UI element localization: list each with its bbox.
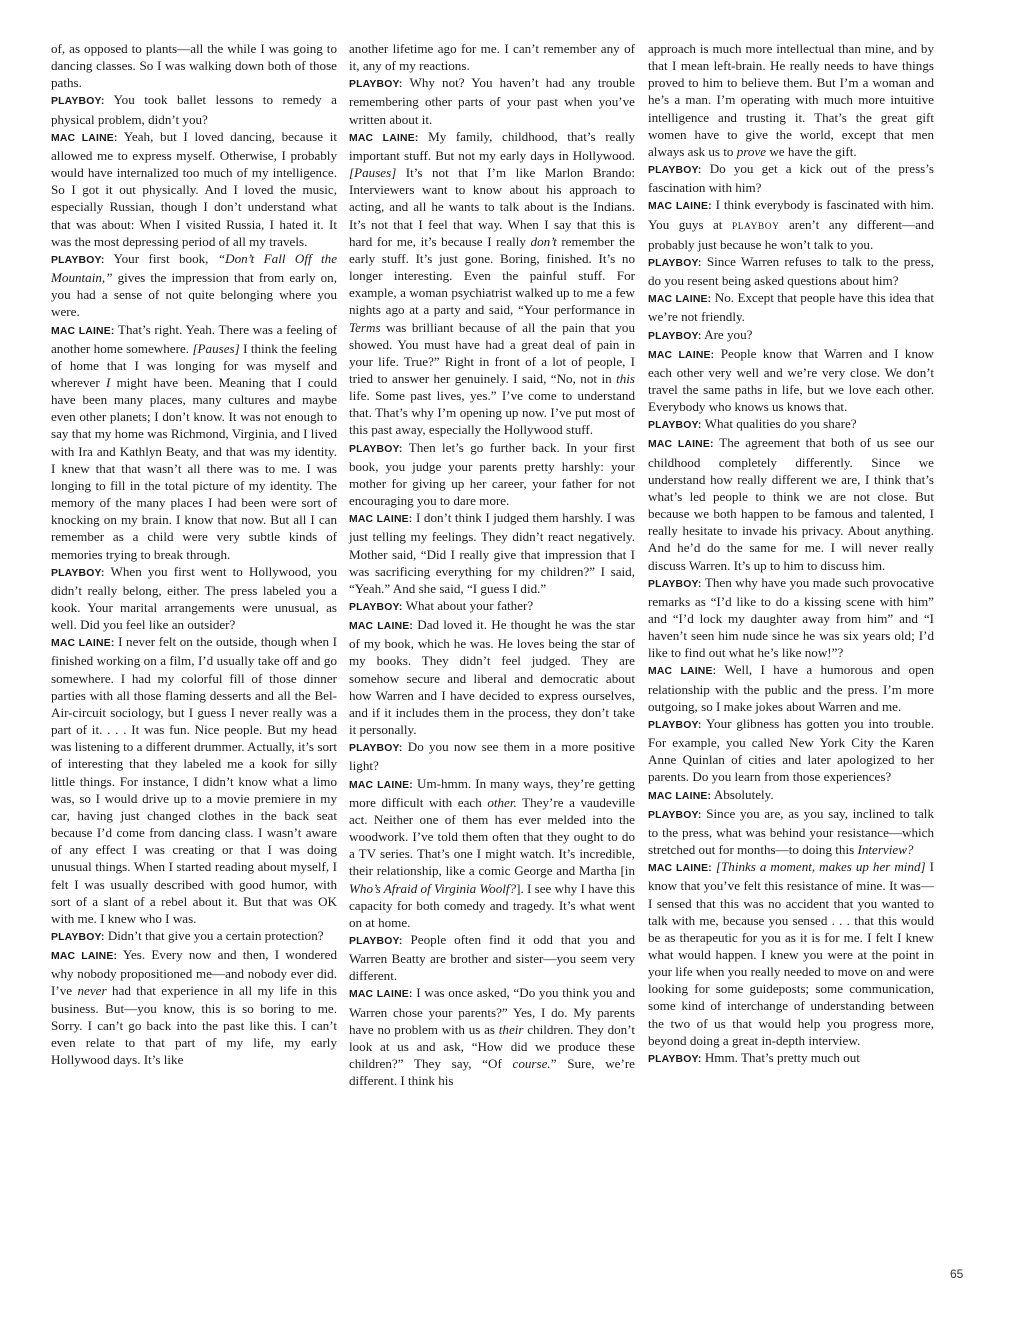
speaker-label: PLAYBOY: (648, 165, 702, 177)
body-text: When you first went to Hollywood, you didn’t really belong, either. The press labeled you a kook. Your marital arrangements were unusual, as well. Did you feel like an outsider? (51, 563, 337, 633)
speaker-label: PLAYBOY: (648, 1053, 702, 1065)
body-text: I know that you’ve felt this resistance of mine. It was—I sensed that this was no accident that you wanted to talk with me, because you sensed . . . that this would be as therapeutic for you as it is for me. I felt I knew what would happen. I knew you were at the point in your life when you really needed to move on and were looking for some guideposts; some communication, some kind of interchange of understanding between the two of us that would help you progress more, beyond doing a great in-depth interview. (648, 859, 934, 1048)
body-text: might have been. Meaning that I could have been many places, many cultures and maybe even other planets; I don’t know. It was not enough to say that my home was Richmond, Virginia, and I lived with Ira and Kathlyn Beaty, and that was my identity. I knew that that wasn’t all there was to me. I was longing to fill in the total picture of my identity. The memory of the many places I had been were sort of knocking on my brain. I know that now. But all I can remember as a child were very subtle kinds of memories trying to break through. (51, 374, 337, 562)
body-text: Didn’t that give you a certain protection? (104, 927, 324, 943)
speaker-label: MAC LAINE: (349, 621, 414, 633)
speaker-label: MAC LAINE: (648, 790, 712, 802)
italic-text: Who’s Afraid of Virginia Woolf? (349, 880, 517, 896)
body-text: Why not? You haven’t had any trouble remembering other parts of your past when you’ve written about it. (349, 75, 635, 127)
interview-paragraph (349, 439, 635, 510)
interview-paragraph (648, 661, 934, 714)
body-text: another lifetime ago for me. I can’t remember any of it, any of my reactions. (349, 41, 635, 74)
speaker-label: MAC LAINE: (349, 989, 413, 1001)
interview-paragraph (648, 574, 934, 662)
body-text: gives the impression that from early on, you had a sense of not quite belonging where you were. (51, 270, 337, 320)
speaker-label: MAC LAINE: (648, 349, 715, 361)
interview-paragraph (349, 74, 635, 127)
italic-text: don’t (530, 233, 557, 249)
speaker-label: PLAYBOY: (648, 420, 702, 432)
speaker-label: MAC LAINE: (51, 132, 118, 144)
body-text: People know that Warren and I know each other very well and we’re very close. We don’t travel the same paths in life, but we love each other. Everybody who knows us knows that. (648, 345, 935, 415)
body-text: had that experience in all my life in this business. But—you know, this is so boring to me. Sorry. I can’t go back into the past like this. I can’t even relate to that part of my life, my early Hollywood days. It’s like (51, 983, 337, 1068)
speaker-label: PLAYBOY: (648, 578, 702, 590)
body-text: ]. I see why I have this capacity for both comedy and tragedy. It’s what went on at home. (349, 880, 635, 930)
speaker-label: MAC LAINE: (648, 439, 714, 451)
speaker-label: PLAYBOY: (349, 743, 403, 755)
body-text: Well, I have a humorous and open relationship with the public and the press. I’m more outgoing, so I make jokes about Warren and me. (648, 662, 934, 714)
interview-paragraph (648, 253, 934, 289)
body-text: People often find it odd that you and Warren Beatty are brother and sister—you seem very different. (349, 931, 635, 984)
speaker-label: PLAYBOY: (648, 809, 702, 821)
body-text: Do you now see them in a more positive light? (349, 739, 635, 774)
body-text: I was once asked, “Do you think you and Warren chose your parents?” Yes, I do. My parents have no problem with us as (349, 985, 635, 1037)
body-text: was brilliant because of all the pain that you showed. You must have had a great deal of pain in your life. True?” Right in front of a lot of people, I tried to answer her genuinely. I said, “No, not in (349, 319, 635, 386)
speaker-label: MAC LAINE: (648, 666, 717, 678)
body-text: You took ballet lessons to remedy a physical problem, didn’t you? (51, 92, 337, 127)
speaker-label: MAC LAINE: (648, 294, 712, 306)
italic-text: never (77, 983, 107, 999)
body-text: remember the early stuff. It’s just gone. Boring, finished. It’s no longer interesting. Even the painful stuff. For example, a woman psychiatrist walked up to me a few nights ago at a party and said, “Your performance in (349, 233, 635, 318)
body-text: Since you are, as you say, inclined to talk to the press, what was behind your resistance—which stretched out for months—to doing this (648, 805, 934, 858)
body-text: Yes. Every now and then, I wondered why nobody propositioned me—and nobody ever did. I’ve (51, 947, 337, 999)
body-text: ” Sure, we’re different. I think his (349, 1056, 635, 1089)
interview-paragraph (648, 858, 934, 1049)
italic-text: prove (736, 143, 767, 159)
body-text: They’re a vaudeville act. Neither one of them has ever melded into the woodwork. I’ve told them often that they ought to do a TV series. That’s one I might watch. It’s incredible, their relationship, like a comic George and Martha [in (349, 794, 636, 879)
speaker-label: MAC LAINE: (349, 132, 419, 144)
italic-text: this (616, 370, 635, 386)
body-text: I think the feeling of home that I was longing for was myself and wherever (51, 340, 337, 390)
interview-paragraph (51, 321, 337, 563)
interview-paragraph (349, 597, 635, 616)
speaker-label: PLAYBOY: (51, 567, 105, 579)
speaker-label: PLAYBOY: (349, 79, 403, 91)
body-text: PLAYBOY (731, 221, 780, 232)
body-text: No. Except that people have this idea that we’re not friendly. (648, 290, 934, 325)
speaker-label: MAC LAINE: (648, 201, 712, 213)
interview-paragraph (51, 91, 337, 127)
interview-paragraph (648, 196, 934, 252)
body-text: Then why have you made such provocative remarks as “I’d like to do a kissing scene with him” and “I’d lock my daughter away from him” and “I haven’t seen him nude since he was six years old; I’d like to find out what he’s like now!”? (648, 574, 934, 661)
italic-text: Interview? (857, 842, 914, 858)
text-column-3 (648, 40, 934, 1068)
speaker-label: MAC LAINE: (51, 951, 118, 963)
interview-paragraph (349, 984, 635, 1089)
text-column-1 (51, 40, 337, 1068)
interview-paragraph (648, 1049, 934, 1068)
italic-text: other. (487, 794, 517, 810)
body-text: of, as opposed to plants—all the while I was going to dancing classes. So I was walking down both of those paths. (51, 41, 337, 91)
italic-text: I (105, 374, 111, 390)
italic-text: their (498, 1021, 524, 1037)
interview-paragraph (51, 633, 337, 927)
body-text: Then let’s go further back. In your first book, you judge your parents pretty harshly: your mother for giving up her career, your father for not encouraging you to dare more. (349, 439, 635, 509)
body-text: we have the gift. (766, 143, 857, 159)
text-column-2 (349, 40, 635, 1089)
interview-paragraph (349, 931, 635, 984)
interview-paragraph (648, 326, 934, 345)
interview-paragraph (51, 40, 337, 91)
interview-paragraph (648, 715, 934, 786)
interview-paragraph (349, 509, 635, 597)
interview-paragraph (51, 927, 337, 946)
interview-paragraph (648, 786, 934, 805)
speaker-label: MAC LAINE: (349, 514, 413, 526)
body-text: It’s not that I’m like Marlon Brando: Interviewers want to know about his approach to acting, and all he wants to talk about is the Indians. It’s not that I feel that way. When I say that this is hard for me, it’s because I really (349, 165, 635, 249)
interview-paragraph (349, 40, 635, 74)
body-text: aren’t any different—and probably just because he won’t talk to you. (648, 216, 935, 252)
italic-text: [Pauses] (192, 340, 240, 356)
body-text: Are you? (701, 326, 753, 342)
body-text: What qualities do you share? (701, 416, 857, 432)
speaker-label: PLAYBOY: (648, 719, 702, 731)
interview-paragraph (648, 289, 934, 325)
body-text: life. Some past lives, yes.” I’ve come to understand that. That’s why I’m opening up now. I’ve put most of this past away, especially the Hollywood stuff. (349, 388, 635, 438)
body-text: My family, childhood, that’s really important stuff. But not my early days in Hollywood. (349, 128, 635, 163)
interview-paragraph (648, 434, 934, 573)
interview-paragraph (349, 128, 635, 439)
italic-text: course. (512, 1056, 551, 1072)
body-text: I think everybody is fascinated with him. You guys at (648, 197, 934, 232)
speaker-label: PLAYBOY: (349, 935, 403, 947)
italic-text: Terms (349, 319, 381, 335)
body-text: Since Warren refuses to talk to the press, do you resent being asked questions about him? (648, 253, 934, 289)
interview-paragraph (648, 345, 934, 416)
body-text: Do you get a kick out of the press’s fascination with him? (648, 161, 934, 196)
speaker-label: MAC LAINE: (51, 325, 115, 337)
body-text: approach is much more intellectual than mine, and by that I mean left-brain. He really needs to have things proved to him to believe them. But I’m a woman and he’s a man. I’m operating with much more intuitive intelligence and trusting it. That’s the great gift women have to give the world, except that men always ask us to (648, 41, 934, 159)
interview-paragraph (648, 40, 934, 160)
body-text: I don’t think I judged them harshly. I was just telling my feelings. They didn’t react negatively. Mother said, “Did I really give that impression that I was sacrificing everything for my children?” I said, “Yeah.” And she said, “I guess I did.” (349, 510, 635, 596)
interview-paragraph (648, 160, 934, 196)
body-text: The agreement that both of us see our childhood completely differently. Since we understand how really different we are, I think that’s what’s led people to think we are not close. But because we both happen to be famous and talented, I really hesitate to invade his privacy. About anything. And he’d do the same for me. I will never really discuss Warren. It’s up to him to discuss him. (648, 435, 934, 573)
body-text: Your glibness has gotten you into trouble. For example, you called New York City the Karen Anne Quinlan of cities and later apologized to her parents. Do you learn from those experiences? (648, 715, 934, 785)
interview-paragraph (51, 250, 337, 321)
body-text: Um-hmm. In many ways, they’re getting more difficult with each (349, 775, 635, 810)
speaker-label: PLAYBOY: (51, 96, 105, 108)
body-text: What about your father? (402, 598, 534, 613)
italic-text: “Don’t Fall Off the Mountain,” (51, 250, 338, 286)
speaker-label: PLAYBOY: (349, 443, 403, 455)
body-text: I never felt on the outside, though when I finished working on a film, I’d usually take off and go somewhere. I had my colorful fill of those dinner parties with all those flaming desserts and all the Bel-Air-circuit sociology, but I guess I never really was a part of it. . . . It was fun. Nice people. But my head was listening to a different drummer. Actually, it’s sort of interesting that they labeled me a kook for silly little things. For instance, I didn’t know what a limo was, so I would drive up to a movie premiere in my car, having just changed clothes in the back seat because I’d come from dancing class. I wasn’t aware of any effect I was creating or that I was doing unusual things. When I started reading about myself, I felt I was usually described with good humor, with sort of a slant of a rebel about it. But that was OK with me. I knew who I was. (51, 634, 337, 926)
italic-text: [Pauses] (349, 165, 397, 181)
interview-paragraph (648, 415, 934, 434)
body-text: Your first book, (104, 250, 218, 266)
speaker-label: MAC LAINE: (51, 638, 115, 650)
interview-paragraph (349, 775, 635, 931)
page-number: 65 (950, 1267, 964, 1281)
interview-paragraph (51, 128, 337, 250)
speaker-label: PLAYBOY: (349, 602, 403, 613)
italic-text: [Thinks a moment, makes up her mind] (715, 859, 926, 875)
speaker-label: PLAYBOY: (51, 931, 105, 943)
body-text: Yeah, but I loved dancing, because it allowed me to express myself. Otherwise, I probably would have internalized too much of my intelligence. So I got it out physically. And I loved the music, especially Russian, though I don’t understand what that was about: When I visited Russia, I hated it. It was the most depressing period of all my travels. (51, 128, 338, 249)
interview-paragraph (648, 805, 934, 858)
speaker-label: MAC LAINE: (349, 779, 413, 791)
speaker-label: MAC LAINE: (648, 863, 712, 875)
speaker-label: PLAYBOY: (51, 254, 105, 266)
interview-paragraph (51, 563, 337, 634)
interview-paragraph (349, 738, 635, 774)
body-text: Dad loved it. He thought he was the star of my book, which he was. He loves being the star of my books. They didn’t feel judged. They are somehow secure and liberal and democratic about how Warren and I have decided to express ourselves, and if it includes them in the process, they don’t take it personally. (349, 617, 635, 738)
body-text: children. They don’t look at us and ask, “How did we produce these children?” They say, “Of (349, 1021, 635, 1072)
interview-paragraph (51, 946, 337, 1068)
body-text: Absolutely. (711, 786, 774, 802)
body-text: That’s right. Yeah. There was a feeling of another home somewhere. (51, 321, 338, 356)
speaker-label: PLAYBOY: (648, 257, 702, 269)
interview-paragraph (349, 616, 635, 738)
body-text: Hmm. That’s pretty much out (701, 1049, 860, 1065)
speaker-label: PLAYBOY: (648, 330, 702, 342)
